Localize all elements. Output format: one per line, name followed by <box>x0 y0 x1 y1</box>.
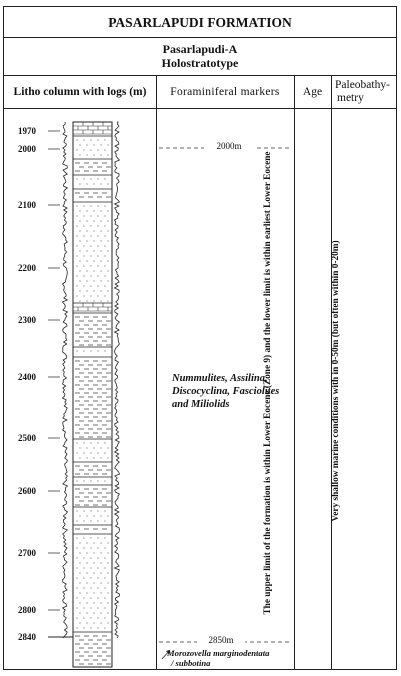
paleo-header-line2: metry <box>337 92 364 104</box>
foram-marker-line: Discocyclina, Fasciolites <box>172 386 280 397</box>
foram-column-header: Foraminiferal markers <box>156 76 294 109</box>
depth-label-2600: 2600 <box>18 486 36 496</box>
well-name: Pasarlapudi-A <box>162 42 238 56</box>
formation-title: PASARLAPUDI FORMATION <box>4 7 396 38</box>
stratigraphic-chart <box>3 6 397 670</box>
depth-label-2300: 2300 <box>18 315 36 325</box>
bottom-species-line2: / subbotina <box>171 658 211 668</box>
age-description: The upper limit of the formation is within Lower Eocene (Zone 9) and the lower limit is within earliest Lower Eocene <box>263 151 273 615</box>
bottom-marker-label: 2850m <box>197 635 245 645</box>
foram-marker-line: Nummulites, Assilina, <box>172 373 268 384</box>
paleobathymetry-description: Very shallow marine conditions with in 0-50m (but often within 0-20m) <box>331 240 341 522</box>
depth-label-2000: 2000 <box>18 144 36 154</box>
bottom-species-marker <box>167 648 295 668</box>
paleo-header-line1: Paleobathy- <box>335 79 390 91</box>
depth-label-2100: 2100 <box>18 200 36 210</box>
depth-label-2800: 2800 <box>18 605 36 615</box>
depth-label-2840: 2840 <box>18 632 36 642</box>
depth-label-2200: 2200 <box>18 263 36 273</box>
foram-marker-line: and Miliolids <box>172 399 230 410</box>
top-marker-label: 2000m <box>204 141 254 151</box>
depth-label-2500: 2500 <box>18 433 36 443</box>
bottom-species-line1: Morozovella marginodentata <box>167 648 270 658</box>
depth-label-2700: 2700 <box>18 548 36 558</box>
well-subtitle: Holostratotype <box>161 56 239 70</box>
litho-column-header: Litho column with logs (m) <box>4 76 156 109</box>
depth-label-2400: 2400 <box>18 372 36 382</box>
age-column-header: Age <box>294 76 331 109</box>
depth-label-1970: 1970 <box>18 126 36 136</box>
